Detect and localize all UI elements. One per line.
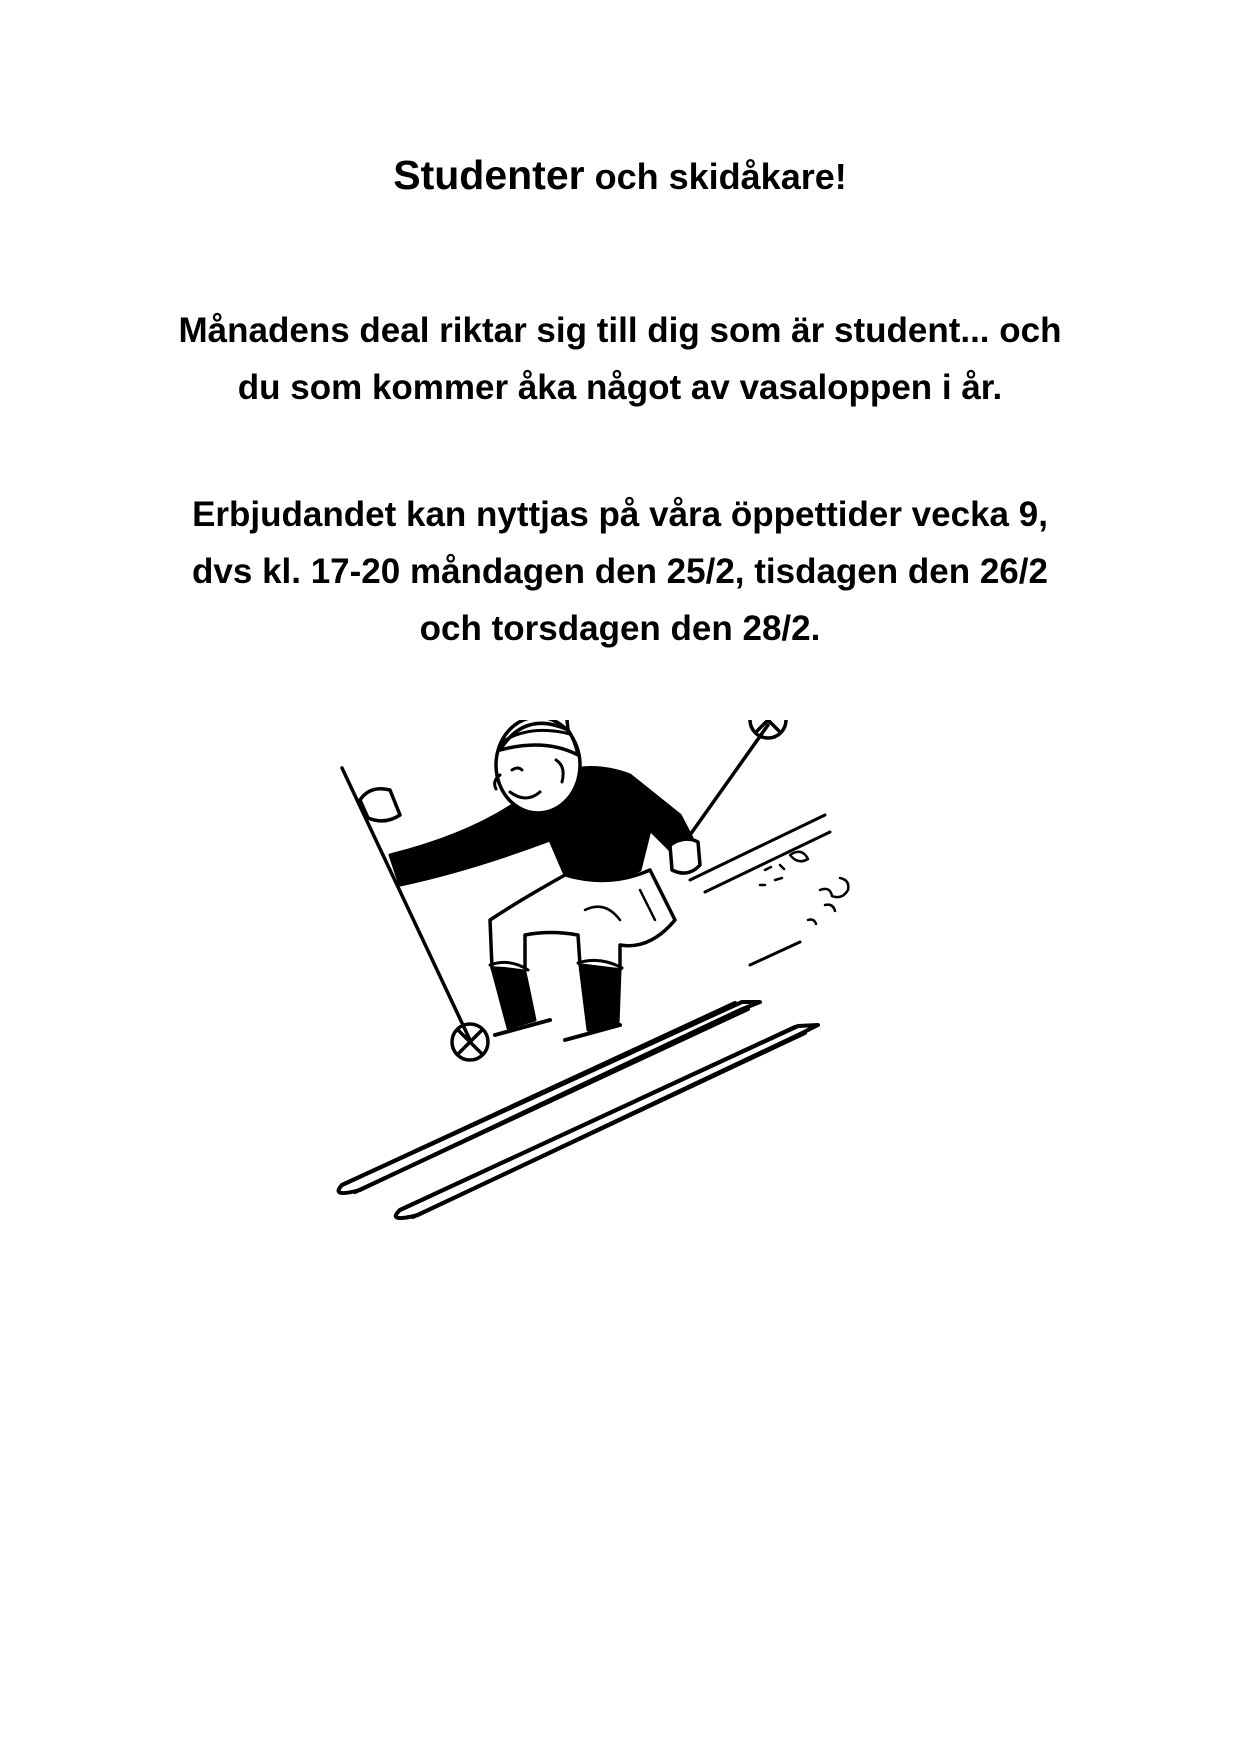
right-boot bbox=[580, 966, 620, 1030]
skier-icon bbox=[320, 720, 920, 1240]
offer-line-2: dvs kl. 17-20 måndagen den 25/2, tisdagen den 26/2 bbox=[192, 552, 1048, 591]
snow-spray bbox=[760, 852, 848, 924]
left-boot bbox=[492, 968, 535, 1028]
speed-lines bbox=[690, 815, 830, 965]
right-ski-pole bbox=[685, 720, 786, 842]
skier-illustration bbox=[320, 720, 920, 1240]
offer-paragraph bbox=[120, 486, 1120, 657]
head bbox=[495, 720, 581, 813]
offer-line-1: Erbjudandet kan nyttjas på våra öppettider vecka 9, bbox=[192, 495, 1048, 534]
title-part-skidakare: och skidåkare! bbox=[584, 156, 847, 197]
left-hand bbox=[360, 789, 400, 821]
trousers bbox=[490, 870, 675, 970]
deal-line-2: du som kommer åka något av vasaloppen i år. bbox=[237, 368, 1003, 407]
deal-paragraph bbox=[120, 302, 1120, 416]
title-part-studenter: Studenter bbox=[393, 152, 585, 198]
offer-line-3: och torsdagen den 28/2. bbox=[419, 609, 821, 648]
right-hand bbox=[670, 839, 700, 873]
deal-line-1: Månadens deal riktar sig till dig som är student... och bbox=[178, 311, 1062, 350]
page-title bbox=[0, 152, 1240, 199]
